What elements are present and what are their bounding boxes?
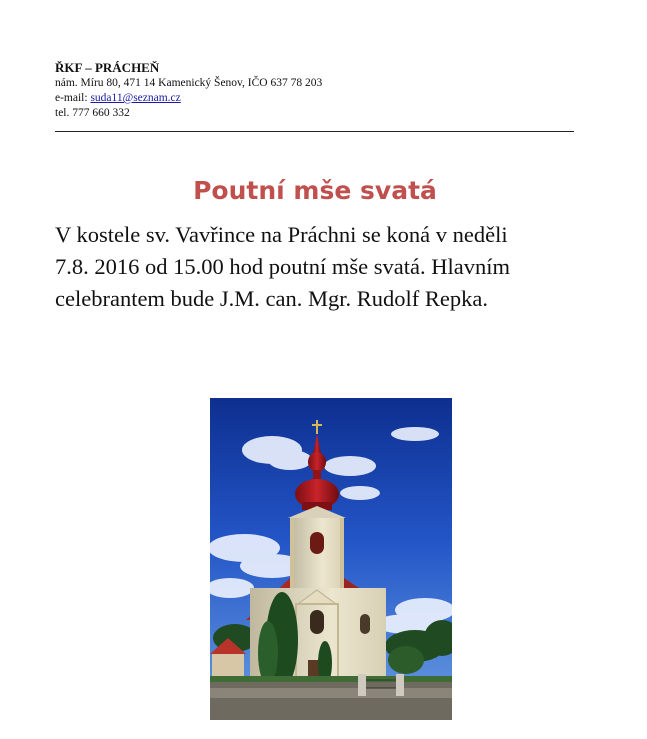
phone-line: tel. 777 660 332 [55, 107, 130, 119]
address-line: nám. Míru 80, 471 14 Kamenický Šenov, IČO 637 78 203 [55, 77, 323, 89]
letterhead [55, 60, 575, 121]
announcement-body [55, 219, 585, 315]
church-photo [210, 398, 452, 720]
email-link[interactable]: suda11@seznam.cz [90, 92, 181, 104]
header-divider [55, 131, 574, 132]
email-label: e-mail: [55, 92, 88, 104]
announcement-line: V kostele sv. Vavřince na Práchni se koná v neděli [55, 222, 508, 247]
announcement-line: celebrantem bude J.M. can. Mgr. Rudolf Repka. [55, 286, 489, 311]
announcement-line: 7.8. 2016 od 15.00 hod poutní mše svatá. Hlavním [55, 254, 510, 279]
email-line [55, 91, 575, 106]
announcement-title: Poutní mše svatá [193, 176, 437, 205]
organization-name: ŘKF – PRÁCHEŇ [55, 60, 160, 75]
